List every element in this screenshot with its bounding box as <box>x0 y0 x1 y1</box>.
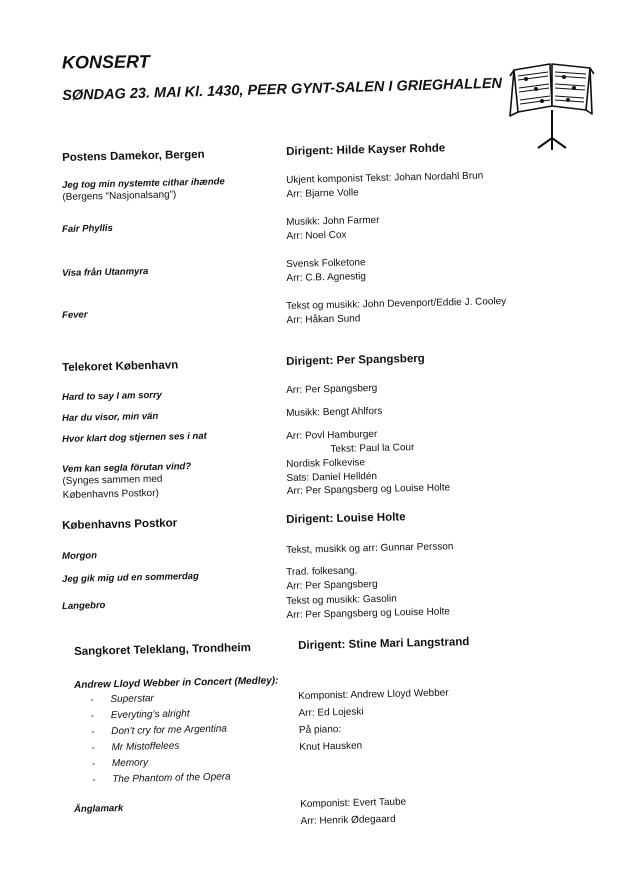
song-info-line: Arr: Per Spangsberg <box>286 578 378 592</box>
song-info-line: Svensk Folketone <box>286 257 366 270</box>
song-title: Jeg gik mig ud en sommerdag <box>62 570 199 585</box>
choir-name-telekoret: Telekoret København <box>62 359 179 374</box>
song-info-line: Tekst og musikk: John Devenport/Eddie J. Cooley <box>286 296 507 312</box>
song-info <box>286 591 450 622</box>
song-info-line: Arr: C.B. Agnestig <box>286 270 367 284</box>
song-info-line: Arr: Povl Hamburger <box>286 428 378 442</box>
medley-item: - Memory <box>91 757 149 770</box>
choir-name-postens: Postens Damekor, Bergen <box>62 148 205 164</box>
song-info-line: Ukjent komponist Tekst: Johan Nordahl Brun <box>286 170 484 186</box>
medley-item: - Superstar <box>90 693 154 706</box>
medley-item: - Mr Mistoffelees <box>91 740 180 754</box>
medley-list <box>74 688 280 789</box>
medley-item: - The Phantom of the Opera <box>92 771 231 786</box>
song-info-line: Musikk: John Farmer <box>286 214 380 228</box>
song-info-line: Arr: Henrik Ødegaard <box>300 813 396 827</box>
song-title: Jeg tog min nystemte cithar ihænde <box>62 176 225 191</box>
song-title: Visa från Utanmyra <box>62 266 149 279</box>
song-title: Vem kan segla förutan vind? <box>62 461 192 475</box>
song-info-line: Arr: Per Spangsberg og Louise Holte <box>286 605 450 621</box>
song-info-line: Arr: Per Spangsberg <box>286 382 378 396</box>
song-info-line: Musikk: Bengt Ahlfors <box>286 405 383 419</box>
song-info-line: Komponist: Evert Taube <box>300 796 407 810</box>
song-item <box>62 176 225 204</box>
song-note: Københavns Postkor) <box>62 487 159 501</box>
song-title: Änglamark <box>74 802 124 815</box>
song-info-line: Tekst: Paul la Cour <box>330 441 415 455</box>
song-info-line: Tekst og musikk: Gasolin <box>286 593 397 607</box>
song-info-line: Arr: Håkan Sund <box>286 312 361 326</box>
song-title: Fair Phyllis <box>62 222 113 235</box>
song-note: (Synges sammen med <box>62 473 163 487</box>
song-info <box>286 214 380 243</box>
song-info-line: Arr: Noel Cox <box>286 229 347 242</box>
medley-item: - Don’t cry for me Argentina <box>91 723 228 738</box>
song-info-line: Trad. folkesang. <box>286 565 358 578</box>
medley-title: Andrew Lloyd Webber in Concert (Medley): <box>74 675 279 691</box>
song-title: Langebro <box>62 600 106 612</box>
song-info-line: Knut Hausken <box>299 740 363 753</box>
song-note: (Bergens “Nasjonalsang”) <box>62 189 177 203</box>
song-info-line: Nordisk Folkevise <box>286 457 366 470</box>
song-info <box>286 427 415 457</box>
song-info-line: Sats: Daniel Helldén <box>286 470 378 484</box>
page-title: KONSERT <box>61 51 150 73</box>
song-info <box>300 794 407 830</box>
song-info-line: På piano: <box>298 724 342 736</box>
song-info-line: Arr: Ed Lojeski <box>298 706 364 719</box>
director-postkor: Dirigent: Louise Holte <box>286 511 406 526</box>
song-info <box>286 256 366 285</box>
song-info <box>286 564 378 593</box>
song-title: Hvor klart dog stjernen ses i nat <box>62 430 207 445</box>
song-item <box>62 461 192 502</box>
director-postens: Dirigent: Hilde Kayser Rohde <box>286 142 446 158</box>
song-title: Fever <box>62 309 88 321</box>
choir-name-teleklang: Sangkoret Teleklang, Trondheim <box>74 641 252 658</box>
song-info <box>286 295 507 327</box>
song-info-line: Komponist: Andrew Lloyd Webber <box>298 687 449 702</box>
director-teleklang: Dirigent: Stine Mari Langstrand <box>298 636 470 652</box>
song-info <box>286 454 450 498</box>
song-info <box>286 170 484 201</box>
song-title: Hard to say I am sorry <box>62 389 163 403</box>
song-info-line: Arr: Per Spangsberg og Louise Holte <box>286 482 451 497</box>
concert-subtitle: SØNDAG 23. MAI Kl. 1430, PEER GYNT-SALEN I GRIEGHALLEN <box>62 75 503 104</box>
medley <box>74 675 281 789</box>
song-title: Har du visor, min vän <box>62 410 159 424</box>
song-info-line: Tekst, musikk og arr: Gunnar Persson <box>286 541 454 556</box>
medley-info <box>298 685 450 756</box>
director-telekoret: Dirigent: Per Spangsberg <box>286 352 425 368</box>
song-info-line: Arr: Bjarne Volle <box>286 186 359 200</box>
medley-item: - Everyting’s alright <box>90 708 190 722</box>
choir-name-postkor: Københavns Postkor <box>62 517 178 532</box>
song-title: Morgon <box>62 550 98 562</box>
music-stand-icon <box>506 56 598 152</box>
